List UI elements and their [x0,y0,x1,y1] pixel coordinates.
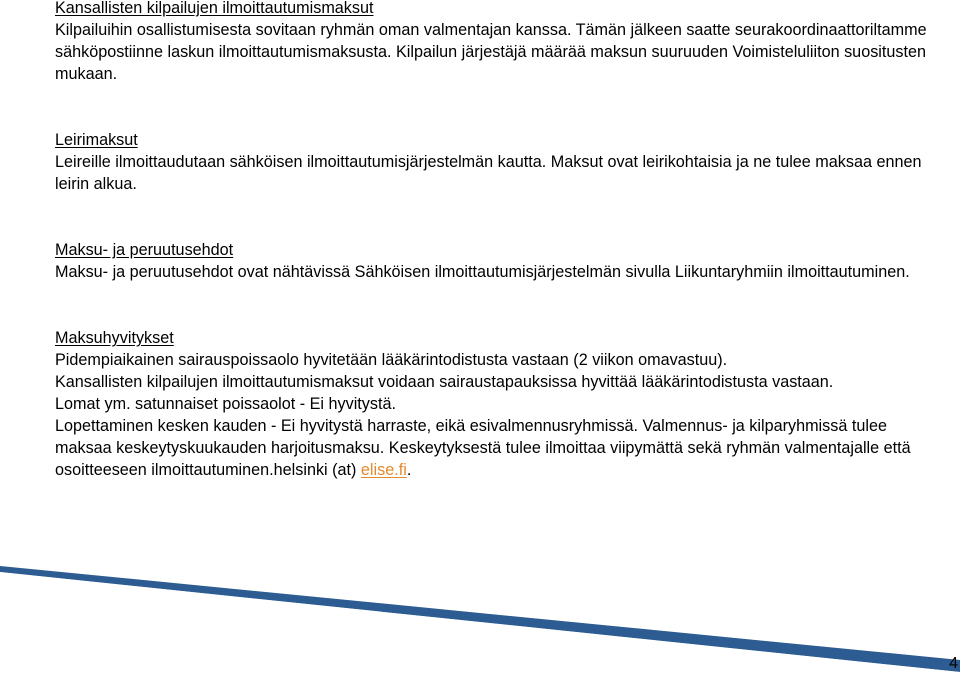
footer-decoration [0,560,960,685]
section-camp-fees [55,129,935,195]
section-paragraph: Leireille ilmoittaudutaan sähköisen ilmoittautumisjärjestelmän kautta. Maksut ovat leirikohtaisia ja ne tulee maksaa ennen leirin alkua. [55,153,922,193]
paragraph-end: . [406,461,412,479]
section-paragraph-with-link [55,415,935,481]
section-payment-terms [55,239,935,283]
section-refunds [55,327,935,481]
section-paragraph: Kansallisten kilpailujen ilmoittautumismaksut voidaan sairaustapauksissa hyvittää lääkärintodistusta vastaan. [55,373,834,391]
section-heading: Maksuhyvitykset [55,329,174,347]
elise-link[interactable]: elise.fi [360,461,407,479]
paragraph-text: Lopettaminen kesken kauden - Ei hyvitystä harraste, eikä esivalmennusryhmissä. Valmennus- ja kilparyhmissä tulee maksaa keskeytyskuukauden harjoitusmaksu. Keskeytyksestä tulee ilmoittaa viipymättä sekä ryhmän valmentajalle että osoitteeseen ilmoittautuminen.helsinki (at) [55,417,911,479]
section-competition-fees [55,0,935,85]
section-heading: Kansallisten kilpailujen ilmoittautumismaksut [55,0,374,17]
section-paragraph: Pidempiaikainen sairauspoissaolo hyvitetään lääkärintodistusta vastaan (2 viikon omavastuu). [55,351,728,369]
section-paragraph: Kilpailuihin osallistumisesta sovitaan ryhmän oman valmentajan kanssa. Tämän jälkeen saatte seurakoordinaattoriltamme sähköpostiinne laskun ilmoittautumismaksusta. Kilpailun järjestäjä määrää maksun suuruuden Voimisteluliiton suositusten mukaan. [55,21,927,83]
section-heading: Maksu- ja peruutusehdot [55,241,234,259]
page-number: 4 [949,655,958,672]
decor-white-band [0,572,960,685]
section-paragraph: Maksu- ja peruutusehdot ovat nähtävissä Sähköisen ilmoittautumisjärjestelmän sivulla Liikuntaryhmiin ilmoittautuminen. [55,263,910,281]
section-paragraph: Lomat ym. satunnaiset poissaolot - Ei hyvitystä. [55,395,396,413]
document-body [55,0,935,481]
section-heading: Leirimaksut [55,131,138,149]
